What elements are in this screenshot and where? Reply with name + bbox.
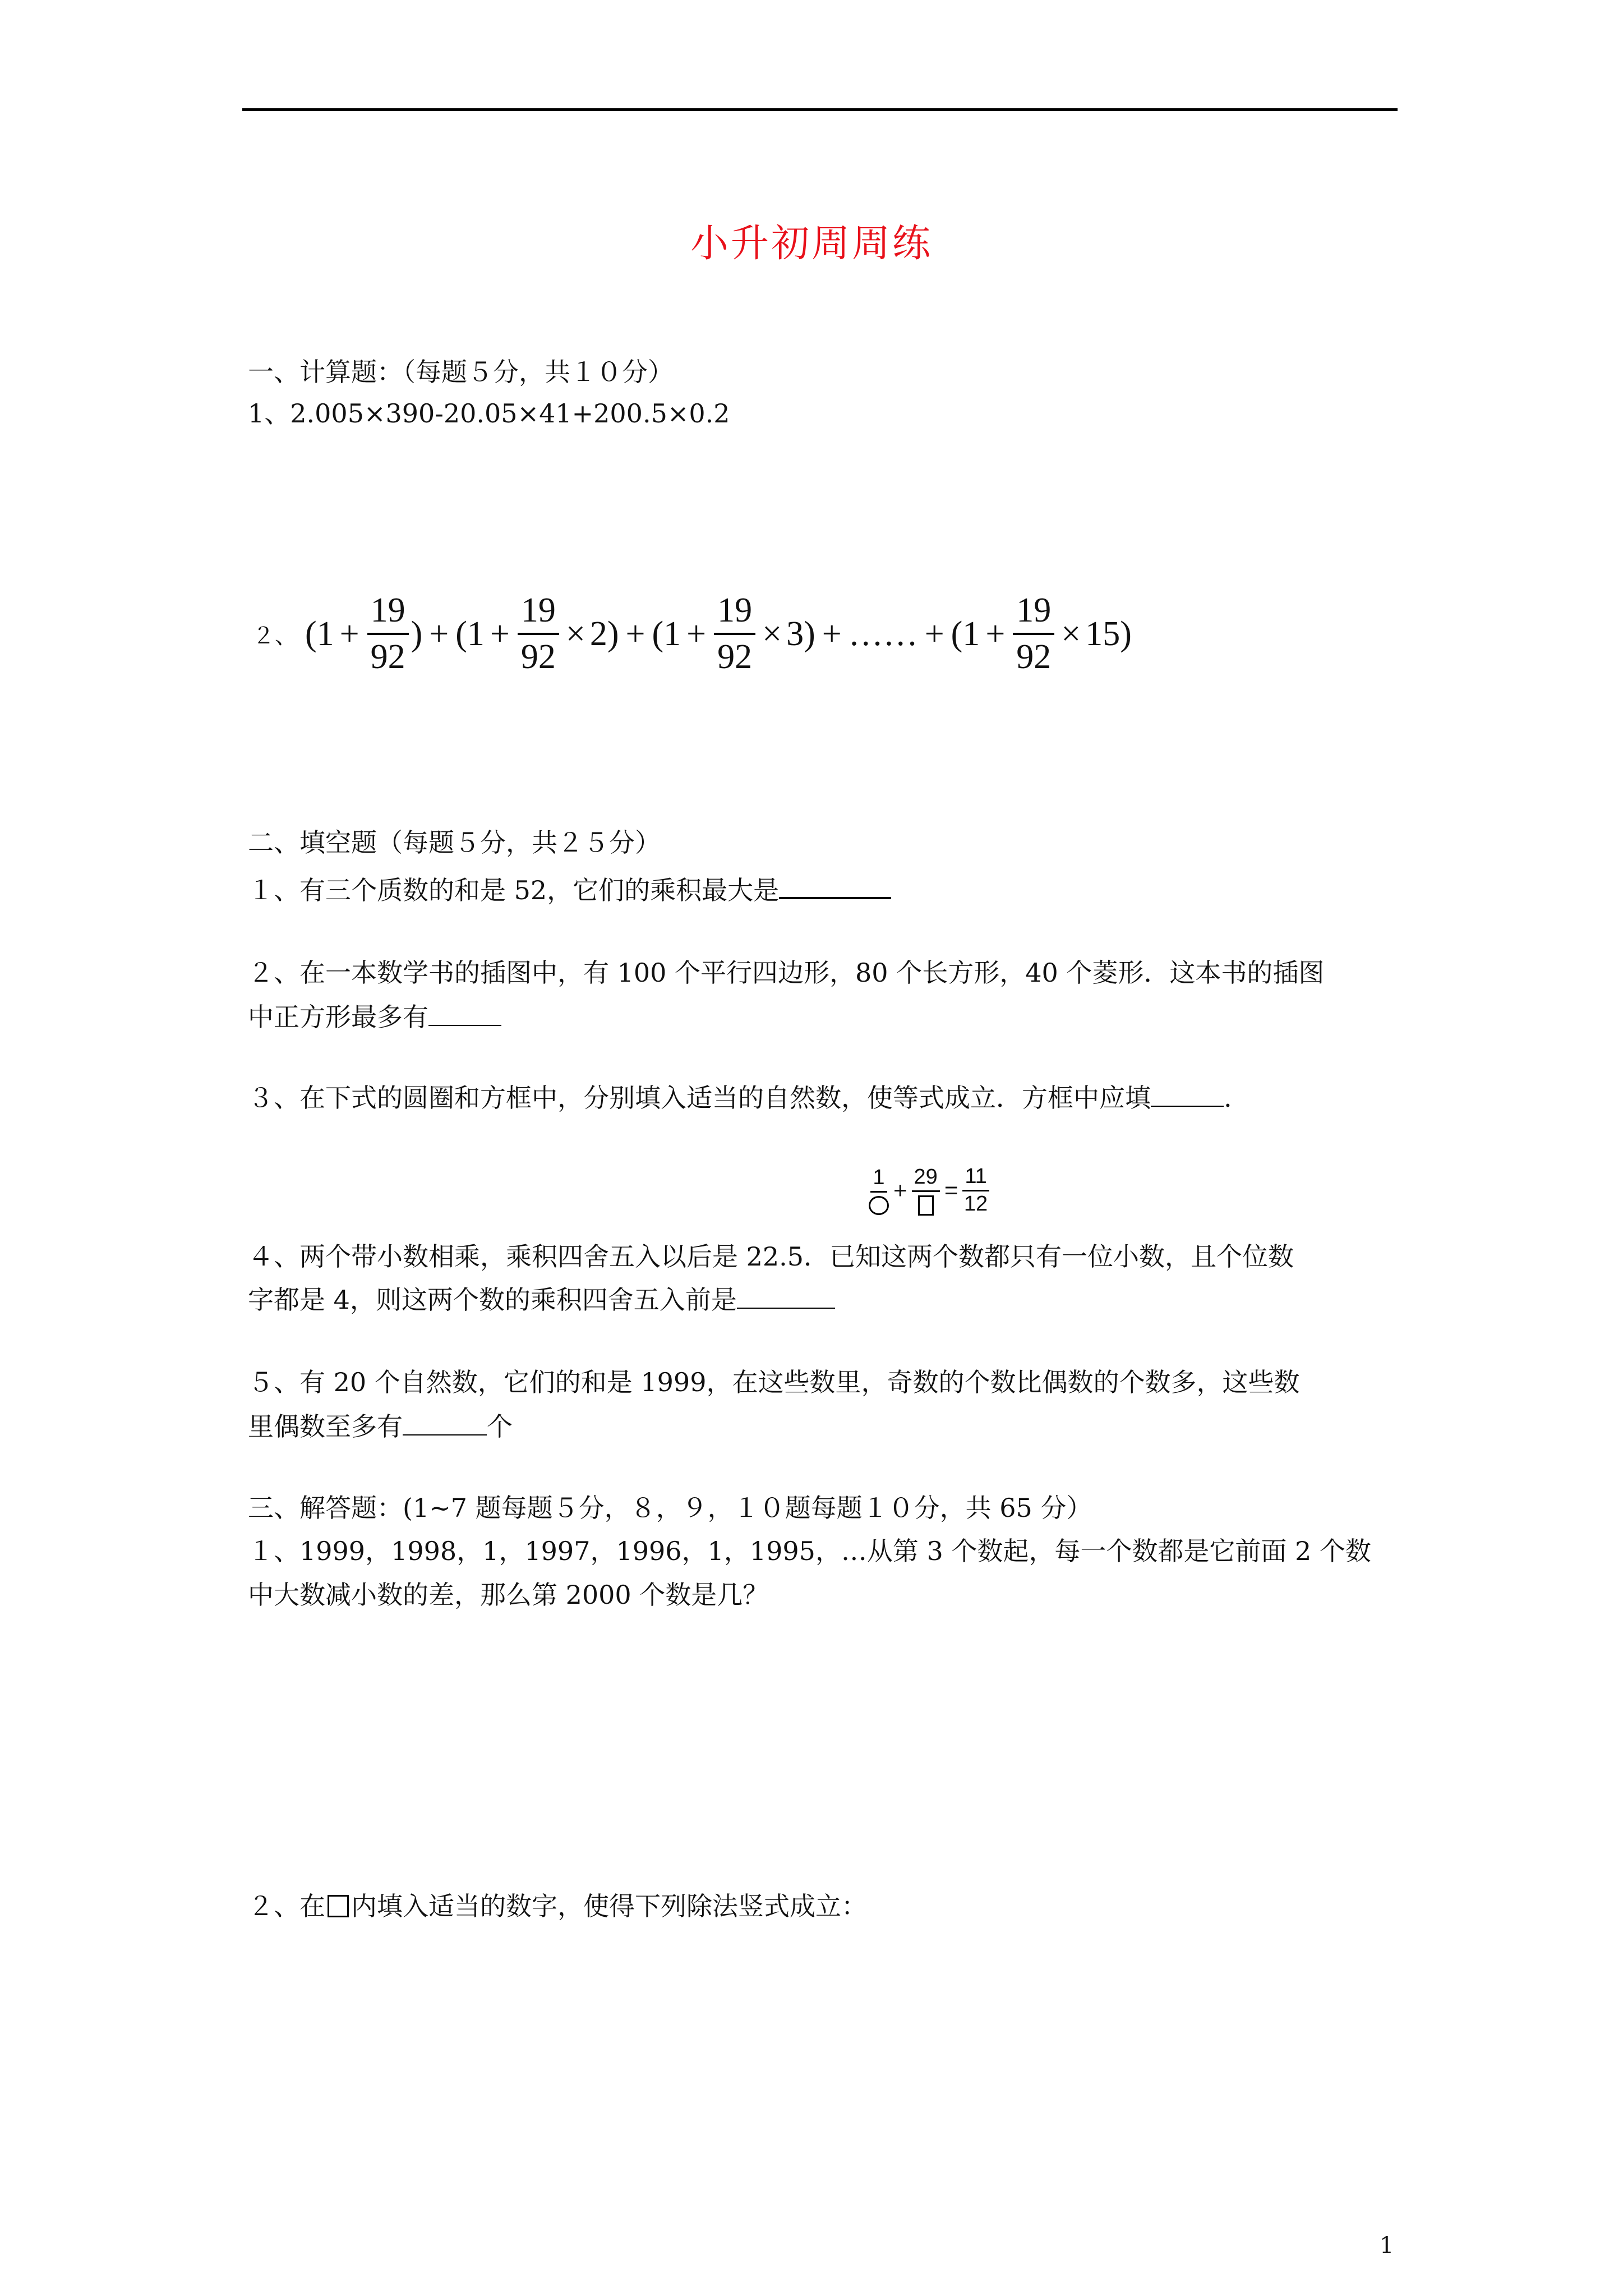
page-title: 小升初周周练 bbox=[690, 222, 933, 266]
answer-blank bbox=[779, 875, 891, 899]
q2-fraction-1 bbox=[367, 591, 409, 677]
q2-denominator: 92 bbox=[714, 633, 755, 677]
section2-q3-text: ３、在下式的圆圈和方框中，分别填入适当的自然数，使等式成立．方框中应填 bbox=[248, 1083, 1151, 1113]
section1-question2-expression bbox=[252, 583, 1132, 684]
eq-numerator-2: 29 bbox=[912, 1165, 940, 1192]
q2-sum-plus-1: + bbox=[429, 614, 449, 653]
eq-denominator-3: 12 bbox=[963, 1192, 988, 1216]
section3-question1-line1: １、1999，1998，1，1997，1996，1，1995，…从第 3 个数起，每一个数都是它前面 2 个数 bbox=[248, 1536, 1371, 1566]
section1-heading: 一、计算题：（每题５分，共１０分） bbox=[248, 357, 674, 387]
q2-fraction-15 bbox=[1013, 591, 1054, 677]
circle-icon bbox=[869, 1196, 889, 1215]
q2-fraction-2 bbox=[518, 591, 559, 677]
q2-multiplier-15: 15 bbox=[1085, 614, 1121, 653]
answer-blank bbox=[403, 1411, 487, 1435]
section2-question3 bbox=[248, 1081, 1232, 1115]
q2-close-3: ) bbox=[804, 614, 815, 653]
section2-question4-line1: ４、两个带小数相乘，乘积四舍五入以后是 22.5．已知这两个数都只有一位小数，且个位数 bbox=[248, 1241, 1294, 1272]
q2-times-15: × bbox=[1061, 614, 1081, 653]
q2-open-2: (1 bbox=[455, 614, 485, 653]
section3-q2-start: ２、在 bbox=[248, 1891, 325, 1921]
q2-open-15: (1 bbox=[951, 614, 980, 653]
fraction-equation bbox=[868, 1164, 990, 1216]
section3-question2 bbox=[248, 1889, 867, 1923]
fraction-1-over-circle bbox=[869, 1165, 889, 1215]
section2-q3-period: . bbox=[1224, 1083, 1232, 1113]
q2-fraction-3 bbox=[714, 591, 755, 677]
section2-q5-text: 里偶数至多有 bbox=[248, 1411, 403, 1442]
square-box-icon bbox=[328, 1895, 349, 1917]
fraction-11-over-12 bbox=[962, 1164, 989, 1216]
page-number: 1 bbox=[1380, 2233, 1394, 2258]
section3-question1-line2: 中大数减小数的差，那么第 2000 个数是几？ bbox=[248, 1580, 769, 1610]
q2-multiplier-3: 3 bbox=[786, 614, 804, 653]
q2-plus-2: + bbox=[490, 614, 510, 653]
q2-sum-plus-2: + bbox=[625, 614, 645, 653]
q2-numerator: 19 bbox=[520, 591, 556, 629]
q2-denominator: 92 bbox=[1013, 633, 1054, 677]
q2-sum-plus-4: + bbox=[924, 614, 944, 653]
q2-close-2: ) bbox=[607, 614, 619, 653]
section2-heading: 二、填空题（每题５分，共２５分） bbox=[248, 827, 661, 858]
section2-question2-line2 bbox=[248, 1000, 501, 1034]
section2-q4-text: 字都是 4，则这两个数的乘积四舍五入前是 bbox=[248, 1285, 737, 1315]
eq-numerator-3: 11 bbox=[962, 1164, 989, 1191]
section2-question5-line2 bbox=[248, 1410, 513, 1443]
q2-denominator: 92 bbox=[367, 633, 409, 677]
q2-ellipsis: …… bbox=[848, 614, 918, 653]
q2-sum-plus-3: + bbox=[822, 614, 842, 653]
q2-close-15: ) bbox=[1120, 614, 1132, 653]
section2-question5-line1: ５、有 20 个自然数，它们的和是 1999，在这些数里，奇数的个数比偶数的个数多，这些数 bbox=[248, 1367, 1300, 1397]
q2-plus-1: + bbox=[339, 614, 359, 653]
q2-numerator: 19 bbox=[1016, 591, 1052, 629]
section1-question1: 1、2.005×390-20.05×41+200.5×0.2 bbox=[248, 398, 730, 429]
answer-blank bbox=[737, 1284, 835, 1309]
answer-blank bbox=[428, 1001, 501, 1026]
answer-blank bbox=[1151, 1082, 1224, 1107]
square-box-icon bbox=[918, 1195, 934, 1216]
section2-question1 bbox=[248, 873, 891, 907]
q2-open-1: (1 bbox=[305, 614, 334, 653]
section2-q1-text: １、有三个质数的和是 52，它们的乘积最大是 bbox=[248, 875, 780, 905]
q2-denominator: 92 bbox=[518, 633, 559, 677]
eq-plus: + bbox=[893, 1176, 907, 1203]
q2-numerator: 19 bbox=[370, 591, 405, 629]
section3-heading: 三、解答题：(1~7 题每题５分，８，９，１０题每题１０分，共 65 分） bbox=[248, 1493, 1092, 1523]
section2-q2-text: 中正方形最多有 bbox=[248, 1002, 428, 1032]
section2-q5-unit: 个 bbox=[487, 1411, 513, 1442]
eq-numerator-1: 1 bbox=[870, 1165, 887, 1193]
q2-number: ２、 bbox=[252, 623, 297, 649]
q2-plus-3: + bbox=[686, 614, 707, 653]
section2-question2-line1: ２、在一本数学书的插图中，有 100 个平行四边形，80 个长方形，40 个菱形．这本书的插图 bbox=[248, 958, 1325, 988]
q2-open-3: (1 bbox=[652, 614, 681, 653]
fraction-29-over-box bbox=[912, 1165, 940, 1216]
q2-multiplier-2: 2 bbox=[589, 614, 607, 653]
section3-q2-end: 内填入适当的数字，使得下列除法竖式成立： bbox=[351, 1891, 867, 1921]
q2-numerator: 19 bbox=[717, 591, 753, 629]
q2-times-3: × bbox=[762, 614, 782, 653]
q2-times-2: × bbox=[565, 614, 585, 653]
q2-close-1: ) bbox=[411, 614, 423, 653]
header-rule bbox=[242, 108, 1398, 111]
q2-plus-15: + bbox=[985, 614, 1006, 653]
eq-equals: = bbox=[944, 1176, 958, 1203]
section2-question4-line2 bbox=[248, 1283, 835, 1317]
